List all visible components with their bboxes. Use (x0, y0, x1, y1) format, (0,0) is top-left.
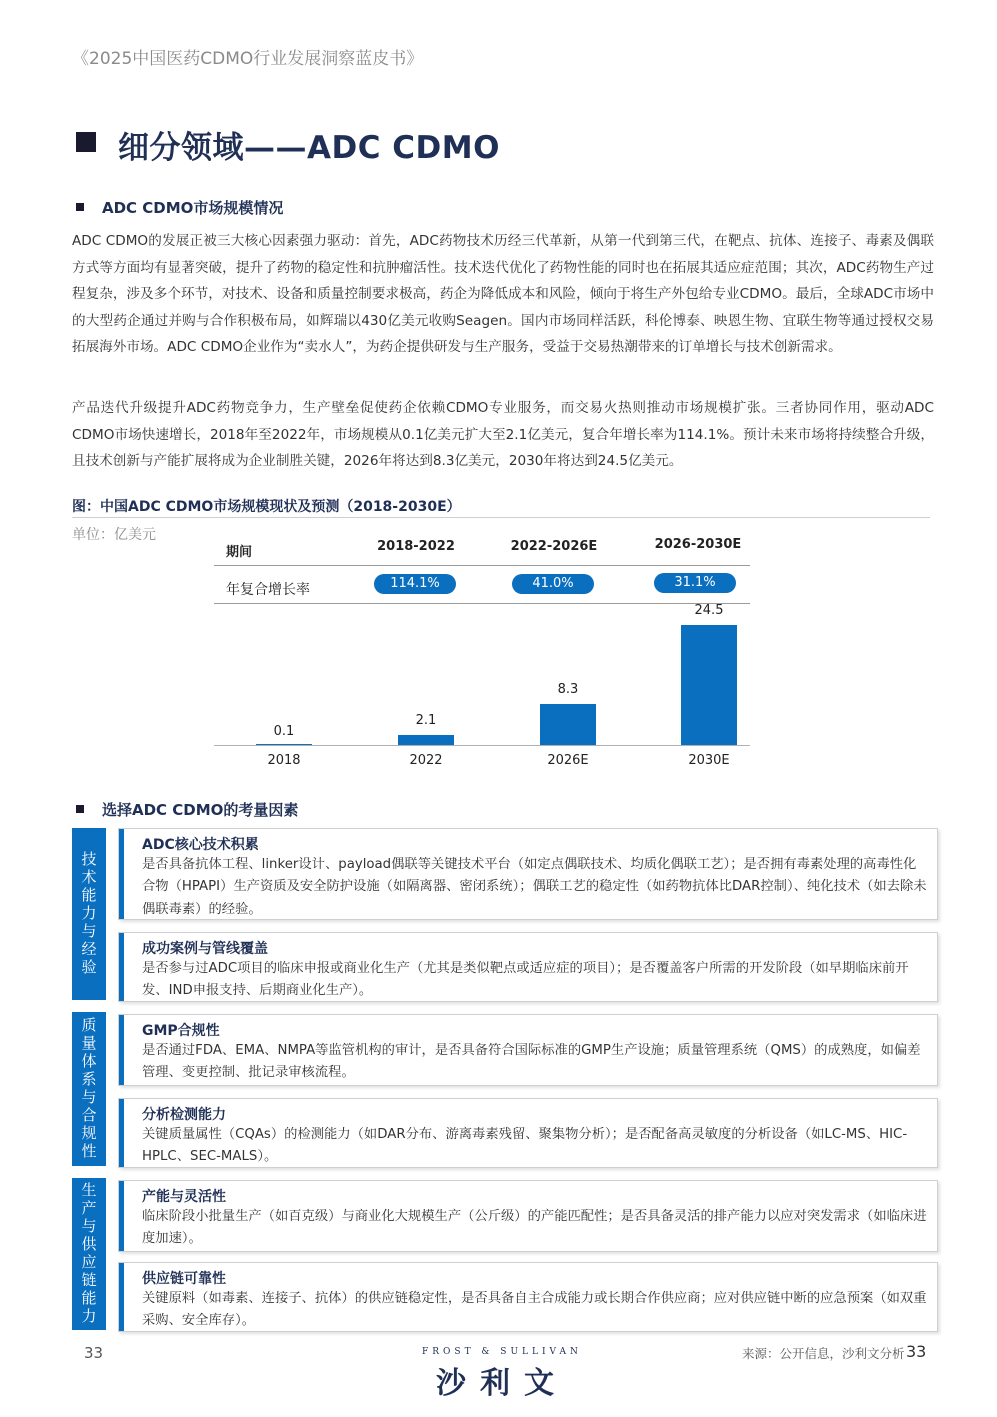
card-accent (119, 1263, 124, 1331)
page-number-left: 33 (84, 1344, 104, 1362)
bar-value-label: 0.1 (273, 724, 295, 739)
card-title: 成功案例与管线覆盖 (142, 941, 268, 957)
market-paragraph-1: ADC CDMO的发展正被三大核心因素强力驱动：首先，ADC药物技术历经三代革新，从第一代到第三代，在靶点、抗体、连接子、毒素及偶联方式等方面均有显著突破，提升了药物的稳定性和抗肿瘤活性。技术迭代优化了药物性能的同时也在拓展其适应症范围；其次，ADC药物生产过程复杂，涉及多个环节，对技术、设备和质量控制要求极高，药企为降低成本和风险，倾向于将生产外包给专业CDMO。最后，全球ADC市场中的大型药企通过并购与合作积极布局，如辉瑞以430亿美元收购Seagen。国内市场同样活跃，科伦博泰、映恩生物、宜联生物等通过授权交易拓展海外市场。ADC CDMO企业作为“卖水人”，为药企提供研发与生产服务，受益于交易热潮带来的订单增长与技术创新需求。 (72, 233, 934, 355)
chart-bar (681, 625, 737, 745)
market-size-bar-chart (214, 603, 750, 776)
card-body: 临床阶段小批量生产（如百克级）与商业化大规模生产（公斤级）的产能匹配性；是否具备灵活的排产能力以应对突发需求（如临床进度加速）。 (142, 1209, 927, 1247)
x-axis-label: 2018 (267, 753, 301, 768)
card-title: GMP合规性 (142, 1023, 220, 1039)
card-body: 关键质量属性（CQAs）的检测能力（如DAR分布、游离毒素残留、聚集物分析）；是否配备高灵敏度的分析设备（如LC-MS、HIC-HPLC、SEC-MALS）。 (142, 1127, 908, 1165)
card-title: 产能与灵活性 (142, 1189, 226, 1205)
period-header: 2022-2026E (510, 539, 598, 554)
factor-card (118, 1014, 938, 1086)
bullet-square-icon (76, 805, 84, 813)
card-body: 是否具备抗体工程、linker设计、payload偶联等关键技术平台（如定点偶联技术、均质化偶联工艺）；是否拥有毒素处理的高毒性化合物（HPAPI）生产资质及安全防护设施（如隔离器、密闭系统）；偶联工艺的稳定性（如药物抗体比DAR控制）、纯化技术（如去除未偶联毒素）的经验。 (142, 857, 927, 917)
bar-value-label: 24.5 (694, 603, 724, 618)
period-header: 2026-2030E (654, 537, 742, 552)
card-accent (119, 1099, 124, 1167)
card-accent (119, 1015, 124, 1085)
figure-title: 图：中国ADC CDMO市场规模现状及预测（2018-2030E） (72, 499, 461, 515)
table-divider (214, 603, 750, 604)
chart-bar (398, 735, 454, 745)
period-header: 2018-2022 (377, 539, 455, 554)
card-accent (119, 1181, 124, 1251)
factor-card (118, 1098, 938, 1168)
factor-card (118, 1262, 938, 1332)
section-title: 细分领域——ADC CDMO (118, 130, 500, 166)
brand-logo-cn: 沙利文 (436, 1366, 568, 1401)
section-square-icon (76, 132, 96, 152)
figure-unit: 单位：亿美元 (72, 527, 156, 543)
bar-value-label: 2.1 (415, 713, 437, 728)
group-label-quality: 质量体系与合规性 (72, 1012, 106, 1166)
cagr-pill: 41.0% (512, 574, 594, 594)
x-axis-label: 2030E (688, 753, 730, 768)
card-title: ADC核心技术积累 (142, 837, 259, 853)
x-axis-label: 2022 (409, 753, 443, 768)
group-label-supply: 生产与供应链能力 (72, 1178, 106, 1330)
bar-value-label: 8.3 (557, 682, 579, 697)
source-note: 来源：公开信息，沙利文分析 (742, 1346, 905, 1361)
figure-divider (72, 517, 930, 518)
card-body: 是否通过FDA、EMA、NMPA等监管机构的审计，是否具备符合国际标准的GMP生产设施；质量管理系统（QMS）的成熟度，如偏差管理、变更控制、批记录审核流程。 (142, 1043, 921, 1081)
bullet-square-icon (76, 203, 84, 211)
card-body: 关键原料（如毒素、连接子、抗体）的供应链稳定性，是否具备自主合成能力或长期合作供应商；应对供应链中断的应急预案（如双重采购、安全库存）。 (142, 1291, 927, 1329)
brand-logo-en: FROST & SULLIVAN (422, 1347, 582, 1357)
card-accent (119, 933, 124, 1001)
card-title: 分析检测能力 (142, 1107, 226, 1123)
cagr-pill: 114.1% (374, 574, 456, 594)
cagr-label: 年复合增长率 (226, 582, 310, 598)
factors-heading: 选择ADC CDMO的考量因素 (102, 801, 299, 819)
document-title: 《2025中国医药CDMO行业发展洞察蓝皮书》 (72, 49, 424, 69)
factor-card (118, 828, 938, 920)
card-title: 供应链可靠性 (142, 1271, 226, 1287)
table-divider (214, 565, 750, 566)
group-label-technology: 技术能力与经验 (72, 828, 106, 1000)
cagr-pill: 31.1% (654, 573, 736, 593)
card-body: 是否参与过ADC项目的临床申报或商业化生产（尤其是类似靶点或适应症的项目）；是否覆盖客户所需的开发阶段（如早期临床前开发、IND申报支持、后期商业化生产）。 (142, 961, 909, 999)
chart-baseline (214, 745, 750, 746)
period-label: 期间 (226, 545, 253, 560)
card-accent (119, 829, 124, 919)
factor-card (118, 1180, 938, 1252)
market-heading: ADC CDMO市场规模情况 (102, 199, 284, 217)
page-number-right: 33 (906, 1342, 927, 1361)
x-axis-label: 2026E (547, 753, 589, 768)
market-paragraph-2: 产品迭代升级提升ADC药物竞争力，生产壁垒促使药企依赖CDMO专业服务，而交易火热则推动市场规模扩张。三者协同作用，驱动ADC CDMO市场快速增长，2018年至2022年，市场规模从0.1亿美元扩大至2.1亿美元，复合年增长率为114.1%。预计未来市场将持续整合升级，且技术创新与产能扩展将成为企业制胜关键，2026年将达到8.3亿美元，2030年将达到24.5亿美元。 (72, 400, 934, 469)
chart-bar (540, 704, 596, 745)
factor-card (118, 932, 938, 1002)
